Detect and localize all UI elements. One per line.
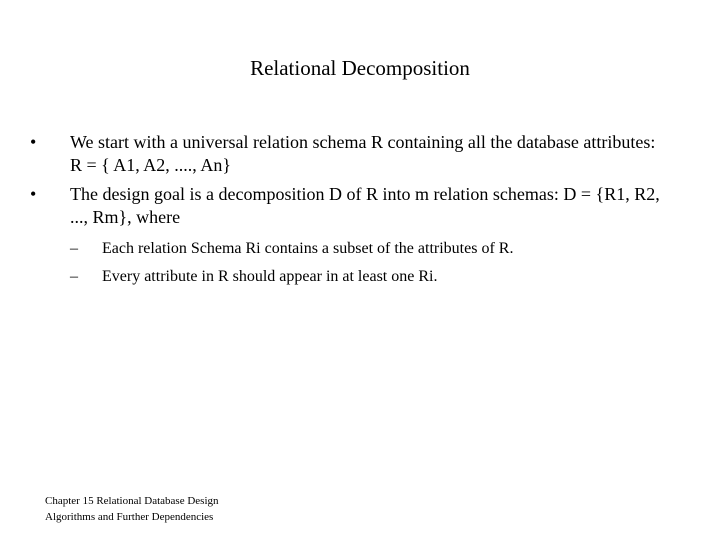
- sub-bullet-text: Every attribute in R should appear in at least one Ri.: [102, 268, 438, 285]
- sub-bullet-item: [70, 265, 670, 288]
- sub-bullet-text: Each relation Schema Ri contains a subset of the attributes of R.: [102, 240, 514, 257]
- sub-bullet-list: [70, 237, 670, 288]
- bullet-marker: •: [30, 184, 37, 204]
- footer-line: Chapter 15 Relational Database Design: [45, 495, 219, 507]
- footer-line: Algorithms and Further Dependencies: [45, 511, 214, 523]
- bullet-text: The design goal is a decomposition D of R into m relation schemas: D = {R1, R2, ..., Rm}, where: [70, 184, 660, 227]
- bullet-text: We start with a universal relation schema R containing all the database attributes: R = { A1, A2, ...., An}: [70, 132, 656, 175]
- sub-bullet-marker: –: [70, 240, 78, 257]
- slide-footer: [45, 493, 219, 525]
- slide-title: Relational Decomposition: [250, 56, 470, 80]
- bullet-item: [30, 183, 670, 288]
- sub-bullet-item: [70, 237, 670, 260]
- bullet-marker: •: [30, 132, 37, 152]
- bullet-list: [30, 131, 670, 294]
- bullet-item: [30, 131, 670, 177]
- sub-bullet-marker: –: [70, 268, 78, 285]
